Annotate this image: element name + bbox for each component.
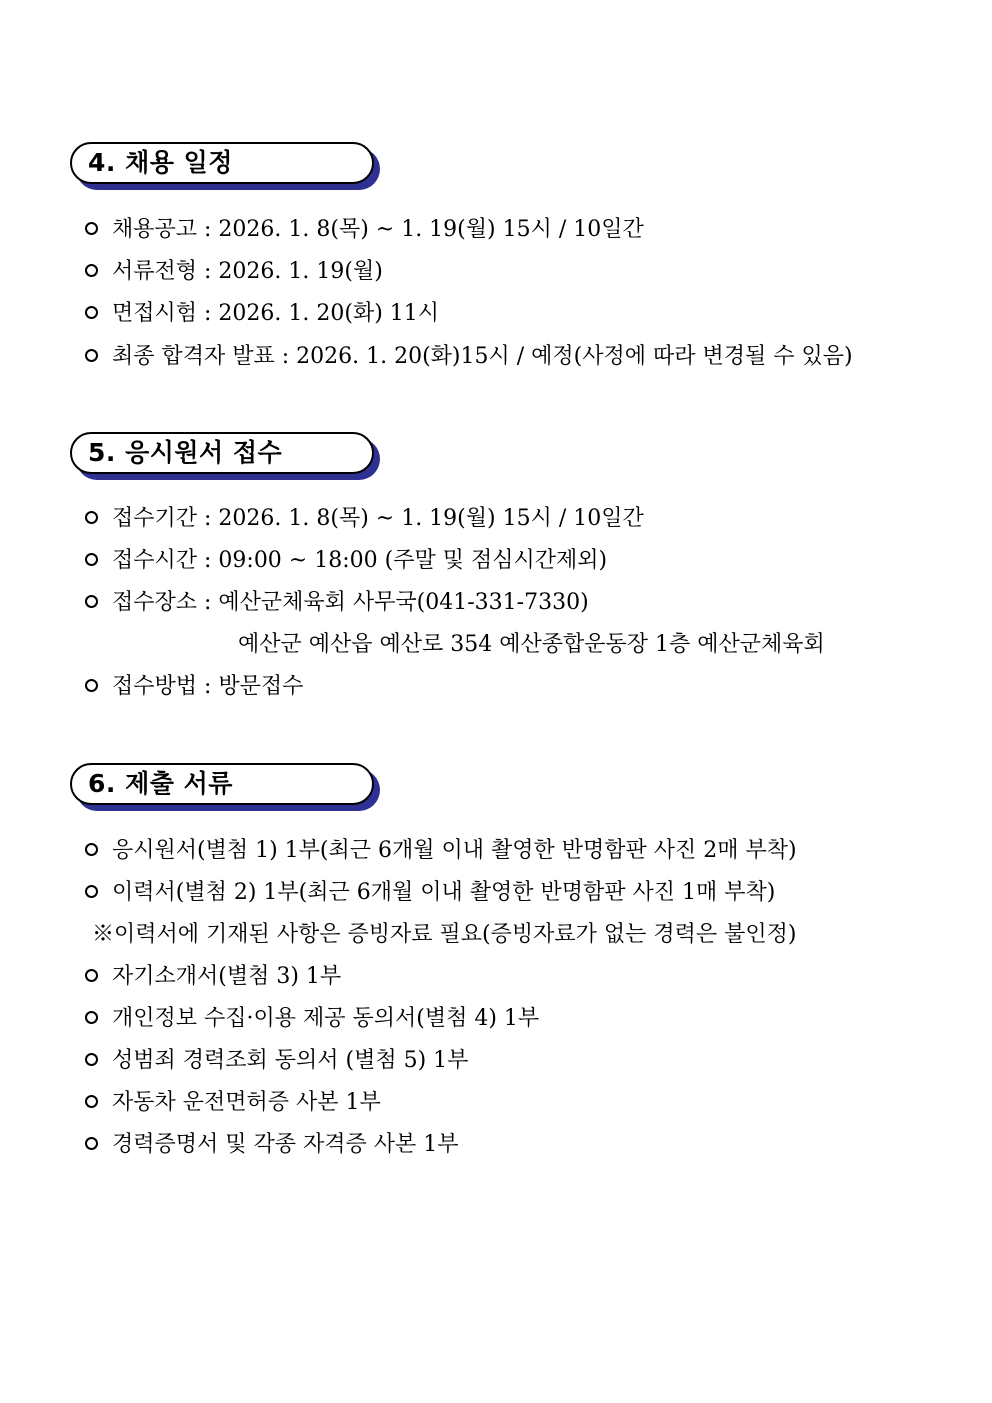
section-6-title: 6. 제출 서류 bbox=[88, 769, 233, 798]
list-item: 성범죄 경력조회 동의서 (별첨 5) 1부 bbox=[85, 1046, 468, 1076]
place-continuation: 예산군 예산읍 예산로 354 예산종합운동장 1층 예산군체육회 bbox=[238, 632, 825, 657]
list-item: 최종 합격자 발표 : 2026. 1. 20(화)15시 / 예정(사정에 따라 변경될 수 있음) bbox=[85, 342, 853, 372]
circle-bullet-icon bbox=[85, 264, 98, 277]
circle-bullet-icon bbox=[85, 679, 98, 692]
circle-bullet-icon bbox=[85, 969, 98, 982]
circle-bullet-icon bbox=[85, 511, 98, 524]
list-item: 접수시간 : 09:00 ~ 18:00 (주말 및 점심시간제외) bbox=[85, 546, 607, 576]
list-item: 채용공고 : 2026. 1. 8(목) ~ 1. 19(월) 15시 / 10일간 bbox=[85, 215, 644, 245]
resume-note: ※이력서에 기재된 사항은 증빙자료 필요(증빙자료가 없는 경력은 불인정) bbox=[92, 922, 797, 947]
section-5-heading bbox=[70, 432, 380, 480]
section-6-heading bbox=[70, 763, 380, 811]
section-4-heading bbox=[70, 142, 380, 190]
list-item: 접수장소 : 예산군체육회 사무국(041-331-7330) bbox=[85, 588, 589, 618]
list-item: 접수방법 : 방문접수 bbox=[85, 672, 303, 702]
section-4-title: 4. 채용 일정 bbox=[88, 148, 233, 177]
list-item: 서류전형 : 2026. 1. 19(월) bbox=[85, 257, 383, 287]
list-item: 접수기간 : 2026. 1. 8(목) ~ 1. 19(월) 15시 / 10일간 bbox=[85, 504, 644, 534]
circle-bullet-icon bbox=[85, 595, 98, 608]
circle-bullet-icon bbox=[85, 1095, 98, 1108]
list-item: 이력서(별첨 2) 1부(최근 6개월 이내 촬영한 반명함판 사진 1매 부착) bbox=[85, 878, 775, 908]
circle-bullet-icon bbox=[85, 1011, 98, 1024]
list-item: 면접시험 : 2026. 1. 20(화) 11시 bbox=[85, 299, 439, 329]
circle-bullet-icon bbox=[85, 843, 98, 856]
list-item: 자기소개서(별첨 3) 1부 bbox=[85, 962, 341, 992]
circle-bullet-icon bbox=[85, 1053, 98, 1066]
list-item: 경력증명서 및 각종 자격증 사본 1부 bbox=[85, 1130, 459, 1160]
circle-bullet-icon bbox=[85, 885, 98, 898]
list-item: 개인정보 수집·이용 제공 동의서(별첨 4) 1부 bbox=[85, 1004, 539, 1034]
circle-bullet-icon bbox=[85, 553, 98, 566]
circle-bullet-icon bbox=[85, 349, 98, 362]
circle-bullet-icon bbox=[85, 222, 98, 235]
circle-bullet-icon bbox=[85, 306, 98, 319]
list-item: 자동차 운전면허증 사본 1부 bbox=[85, 1088, 381, 1118]
section-5-title: 5. 응시원서 접수 bbox=[88, 438, 283, 467]
list-item: 응시원서(별첨 1) 1부(최근 6개월 이내 촬영한 반명함판 사진 2매 부착) bbox=[85, 836, 797, 866]
circle-bullet-icon bbox=[85, 1137, 98, 1150]
